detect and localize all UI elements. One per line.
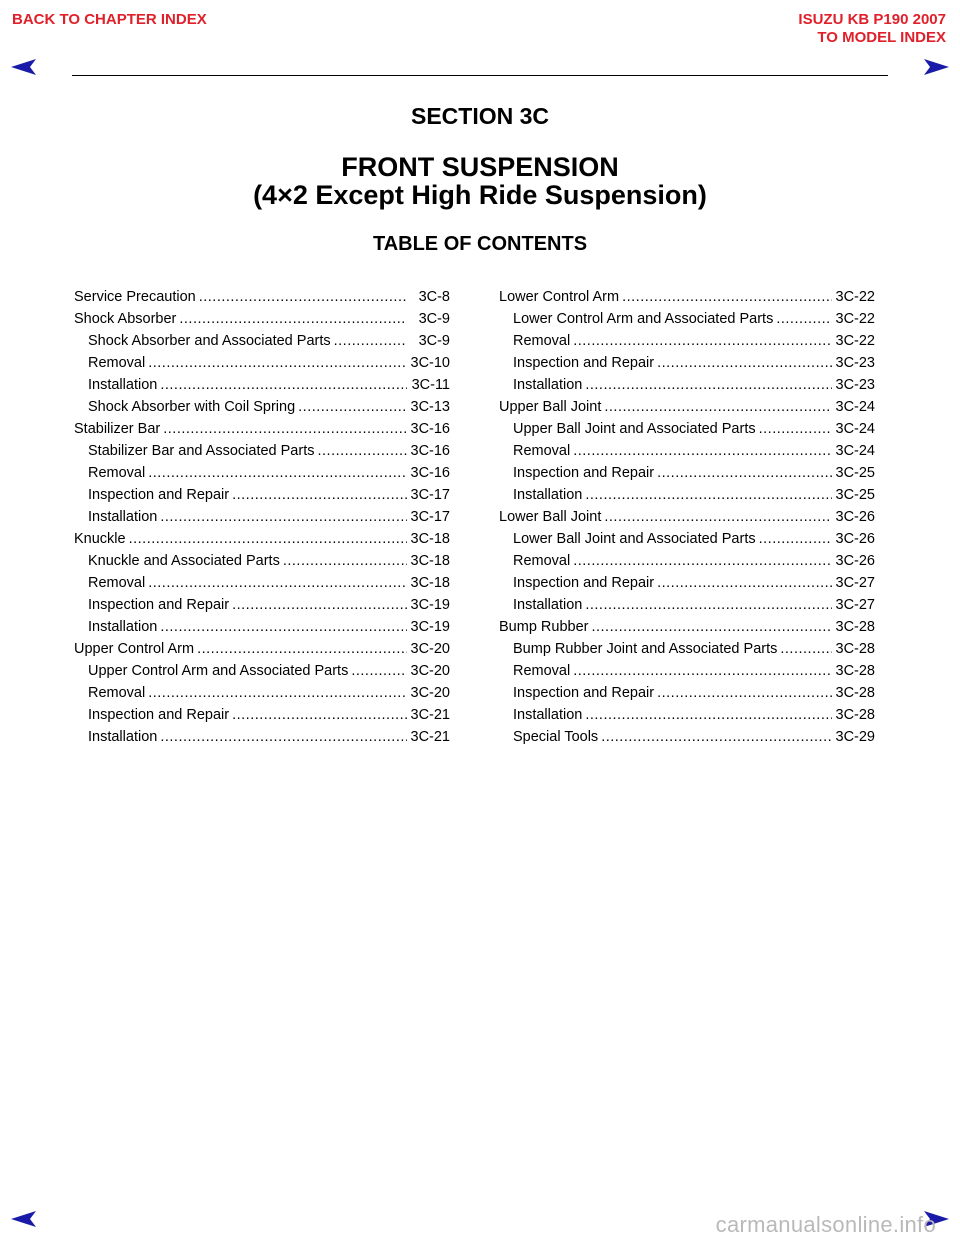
toc-leader-dots: [657, 352, 832, 374]
toc-entry-title: Installation: [513, 597, 583, 613]
toc-entry[interactable]: [74, 528, 450, 550]
toc-entry[interactable]: [74, 638, 450, 660]
chapter-subtitle: (4×2 Except High Ride Suspension): [253, 180, 707, 210]
toc-entry-page: 3C-17: [410, 509, 450, 525]
toc-entry-page: 3C-9: [418, 333, 450, 349]
toc-entry-title: Removal: [88, 575, 146, 591]
toc-entry-title: Installation: [88, 729, 158, 745]
toc-entry-title: Inspection and Repair: [88, 597, 230, 613]
toc-entry[interactable]: [74, 308, 450, 330]
to-model-index-link[interactable]: TO MODEL INDEX: [817, 29, 946, 46]
toc-leader-dots: [601, 726, 832, 748]
toc-entry-page: 3C-20: [410, 641, 450, 657]
toc-entry-page: 3C-28: [835, 641, 875, 657]
toc-leader-dots: [776, 308, 832, 330]
toc-entry[interactable]: [499, 374, 875, 396]
toc-entry[interactable]: [499, 528, 875, 550]
toc-leader-dots: [334, 330, 407, 352]
toc-entry[interactable]: [74, 550, 450, 572]
toc-leader-dots: [148, 682, 407, 704]
toc-entry-page: 3C-29: [835, 729, 875, 745]
toc-entry[interactable]: [499, 726, 875, 748]
toc-entry-title: Lower Ball Joint and Associated Parts: [513, 531, 756, 547]
toc-leader-dots: [199, 286, 407, 308]
toc-entry[interactable]: [499, 572, 875, 594]
toc-leader-dots: [604, 396, 832, 418]
toc-entry-page: 3C-17: [410, 487, 450, 503]
toc-entry-page: 3C-18: [410, 575, 450, 591]
toc-entry-page: 3C-10: [410, 355, 450, 371]
toc-entry-title: Shock Absorber: [74, 311, 177, 327]
toc-leader-dots: [351, 660, 407, 682]
toc-entry-page: 3C-22: [835, 333, 875, 349]
toc-entry[interactable]: [74, 616, 450, 638]
toc-entry-page: 3C-16: [410, 443, 450, 459]
model-index-block[interactable]: [798, 11, 946, 47]
toc-leader-dots: [148, 462, 407, 484]
toc-entry-page: 3C-18: [410, 553, 450, 569]
back-to-chapter-index-link[interactable]: BACK TO CHAPTER INDEX: [12, 11, 207, 28]
toc-leader-dots: [591, 616, 832, 638]
toc-entry[interactable]: [499, 682, 875, 704]
header-rule: [72, 75, 888, 76]
toc-entry-page: 3C-24: [835, 421, 875, 437]
toc-leader-dots: [585, 594, 832, 616]
toc-entry-page: 3C-8: [418, 289, 450, 305]
toc-entry-page: 3C-26: [835, 553, 875, 569]
toc-leader-dots: [283, 550, 407, 572]
toc-entry-title: Bump Rubber: [499, 619, 589, 635]
toc-leader-dots: [148, 572, 407, 594]
toc-entry[interactable]: [74, 286, 450, 308]
toc-leader-dots: [657, 462, 832, 484]
toc-entry-title: Installation: [513, 707, 583, 723]
toc-entry[interactable]: [74, 572, 450, 594]
arrow-left-icon[interactable]: [10, 58, 38, 76]
toc-entry-page: 3C-26: [835, 531, 875, 547]
toc-entry-title: Removal: [513, 553, 571, 569]
toc-entry[interactable]: [74, 726, 450, 748]
toc-entry[interactable]: [499, 484, 875, 506]
toc-leader-dots: [232, 704, 407, 726]
toc-entry-title: Knuckle: [74, 531, 126, 547]
toc-entry-page: 3C-22: [835, 311, 875, 327]
toc-leader-dots: [759, 528, 832, 550]
toc-entry-page: 3C-27: [835, 575, 875, 591]
toc-entry-page: 3C-28: [835, 663, 875, 679]
toc-entry[interactable]: [74, 484, 450, 506]
toc-entry[interactable]: [74, 374, 450, 396]
toc-entry[interactable]: [499, 704, 875, 726]
toc-entry[interactable]: [499, 418, 875, 440]
toc-entry-page: 3C-19: [410, 597, 450, 613]
toc-entry[interactable]: [74, 682, 450, 704]
toc-leader-dots: [129, 528, 407, 550]
toc-entry[interactable]: [499, 506, 875, 528]
toc-entry-title: Upper Ball Joint: [499, 399, 602, 415]
toc-entry-title: Removal: [88, 465, 146, 481]
toc-entry-page: 3C-22: [835, 289, 875, 305]
toc-entry-title: Stabilizer Bar and Associated Parts: [88, 443, 315, 459]
toc-leader-dots: [604, 506, 832, 528]
toc-leader-dots: [148, 352, 407, 374]
toc-entry[interactable]: [499, 550, 875, 572]
toc-leader-dots: [573, 550, 832, 572]
toc-entry-page: 3C-27: [835, 597, 875, 613]
toc-entry-title: Installation: [513, 487, 583, 503]
toc-entry-title: Removal: [513, 333, 571, 349]
toc-entry-page: 3C-16: [410, 465, 450, 481]
toc-entry-page: 3C-20: [410, 663, 450, 679]
toc-leader-dots: [317, 440, 407, 462]
toc-leader-dots: [163, 418, 407, 440]
toc-entry[interactable]: [499, 616, 875, 638]
toc-entry-title: Inspection and Repair: [513, 355, 655, 371]
toc-entry-page: 3C-11: [411, 377, 450, 393]
toc-entry[interactable]: [499, 286, 875, 308]
toc-entry-title: Removal: [88, 355, 146, 371]
toc-entry-page: 3C-13: [410, 399, 450, 415]
toc-leader-dots: [160, 616, 407, 638]
toc-entry[interactable]: [499, 308, 875, 330]
toc-entry-page: 3C-20: [410, 685, 450, 701]
toc-entry-title: Shock Absorber with Coil Spring: [88, 399, 296, 415]
toc-leader-dots: [232, 484, 407, 506]
toc-entry-title: Special Tools: [513, 729, 599, 745]
toc-leader-dots: [657, 682, 832, 704]
toc-entry-title: Knuckle and Associated Parts: [88, 553, 280, 569]
toc-leader-dots: [232, 594, 407, 616]
toc-entry[interactable]: [499, 440, 875, 462]
toc-entry[interactable]: [74, 330, 450, 352]
toc-leader-dots: [160, 374, 407, 396]
toc-entry-page: 3C-25: [835, 465, 875, 481]
toc-entry-title: Removal: [513, 443, 571, 459]
toc-entry-title: Installation: [88, 509, 158, 525]
toc-entry-page: 3C-25: [835, 487, 875, 503]
watermark-text: carmanualsonline.info: [715, 1212, 936, 1237]
toc-entry[interactable]: [499, 660, 875, 682]
arrow-right-icon[interactable]: [922, 58, 950, 76]
toc-entry-title: Stabilizer Bar: [74, 421, 161, 437]
toc-heading: TABLE OF CONTENTS: [372, 233, 588, 255]
toc-entry[interactable]: [499, 396, 875, 418]
toc-leader-dots: [573, 440, 832, 462]
toc-leader-dots: [585, 484, 832, 506]
chapter-title: FRONT SUSPENSION: [341, 152, 619, 182]
toc-entry-title: Inspection and Repair: [513, 465, 655, 481]
toc-entry-title: Upper Control Arm: [74, 641, 195, 657]
toc-entry-page: 3C-19: [410, 619, 450, 635]
toc-entry[interactable]: [499, 330, 875, 352]
toc-entry-title: Installation: [88, 619, 158, 635]
toc-entry-title: Shock Absorber and Associated Parts: [88, 333, 331, 349]
toc-leader-dots: [585, 704, 832, 726]
toc-leader-dots: [780, 638, 832, 660]
toc-leader-dots: [179, 308, 407, 330]
toc-entry[interactable]: [74, 440, 450, 462]
toc-entry-title: Inspection and Repair: [513, 575, 655, 591]
toc-entry-title: Removal: [88, 685, 146, 701]
toc-left-column: [74, 286, 450, 748]
toc-entry-page: 3C-16: [410, 421, 450, 437]
toc-entry-title: Upper Control Arm and Associated Parts: [88, 663, 349, 679]
toc-entry-page: 3C-23: [835, 377, 875, 393]
toc-entry-page: 3C-24: [835, 443, 875, 459]
toc-leader-dots: [657, 572, 832, 594]
toc-entry-page: 3C-26: [835, 509, 875, 525]
arrow-left-icon[interactable]: [10, 1210, 38, 1228]
toc-entry-page: 3C-23: [835, 355, 875, 371]
toc-entry-title: Removal: [513, 663, 571, 679]
toc-entry[interactable]: [74, 418, 450, 440]
toc-entry-page: 3C-21: [410, 729, 450, 745]
toc-entry[interactable]: [74, 594, 450, 616]
toc-right-column: [499, 286, 875, 748]
toc-entry-title: Service Precaution: [74, 289, 196, 305]
toc-entry-title: Bump Rubber Joint and Associated Parts: [513, 641, 778, 657]
toc-entry[interactable]: [499, 352, 875, 374]
toc-entry-title: Inspection and Repair: [88, 707, 230, 723]
toc-entry[interactable]: [499, 462, 875, 484]
toc-entry-page: 3C-28: [835, 707, 875, 723]
toc-entry[interactable]: [74, 462, 450, 484]
toc-entry-title: Lower Control Arm: [499, 289, 620, 305]
section-heading: SECTION 3C: [410, 103, 550, 129]
toc-leader-dots: [298, 396, 407, 418]
toc-entry-page: 3C-28: [835, 619, 875, 635]
toc-entry-title: Lower Control Arm and Associated Parts: [513, 311, 774, 327]
toc-entry[interactable]: [74, 660, 450, 682]
toc-entry-page: 3C-24: [835, 399, 875, 415]
toc-entry[interactable]: [499, 594, 875, 616]
toc-entry-title: Inspection and Repair: [88, 487, 230, 503]
toc-entry-title: Upper Ball Joint and Associated Parts: [513, 421, 756, 437]
toc-entry[interactable]: [74, 704, 450, 726]
toc-entry[interactable]: [74, 506, 450, 528]
toc-entry-title: Lower Ball Joint: [499, 509, 602, 525]
toc-entry-page: 3C-18: [410, 531, 450, 547]
toc-entry-title: Installation: [513, 377, 583, 393]
toc-leader-dots: [197, 638, 407, 660]
toc-leader-dots: [573, 660, 832, 682]
model-name-label: ISUZU KB P190 2007: [798, 11, 946, 28]
toc-entry-page: 3C-28: [835, 685, 875, 701]
toc-entry[interactable]: [499, 638, 875, 660]
toc-leader-dots: [759, 418, 832, 440]
toc-leader-dots: [160, 506, 407, 528]
toc-leader-dots: [160, 726, 407, 748]
toc-entry-title: Installation: [88, 377, 158, 393]
toc-entry-page: 3C-21: [410, 707, 450, 723]
toc-entry-title: Inspection and Repair: [513, 685, 655, 701]
toc-entry[interactable]: [74, 352, 450, 374]
toc-leader-dots: [585, 374, 832, 396]
toc-entry-page: 3C-9: [418, 311, 450, 327]
toc-leader-dots: [622, 286, 832, 308]
toc-entry[interactable]: [74, 396, 450, 418]
toc-leader-dots: [573, 330, 832, 352]
